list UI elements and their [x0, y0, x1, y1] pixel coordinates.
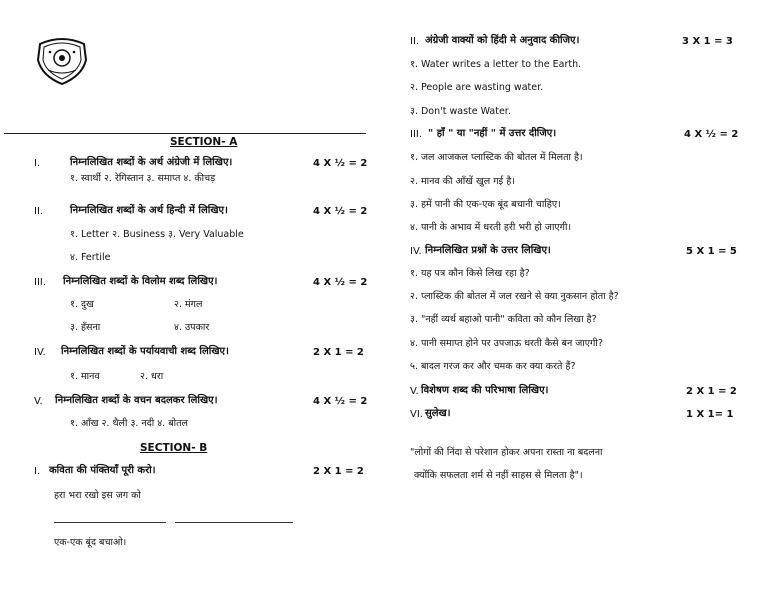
- question-number: V.: [34, 396, 43, 407]
- sentence: २. मानव की आँखें खुल गई है।: [410, 176, 515, 187]
- word-list: ४. Fertile: [70, 252, 111, 263]
- question-text: निम्नलिखित शब्दों के अर्थ हिन्दी में लिखिए।: [70, 205, 228, 216]
- answer-blank: [54, 522, 166, 523]
- question-text: " हाँ " या "नहीं " में उत्तर दीजिए।: [428, 128, 557, 139]
- section-b-title: SECTION- B: [140, 442, 208, 454]
- question-text: कविता की पंक्तियाँ पूरी करो।: [49, 465, 156, 476]
- question-text: निम्नलिखित शब्दों के पर्यायवाची शब्द लिखिए।: [61, 346, 229, 357]
- poem-line: एक-एक बूंद बचाओ।: [54, 537, 127, 548]
- sentence: ३. "नहीं व्यर्थ बहाओ पानी" कविता को कौन लिखा है?: [410, 314, 597, 325]
- question-text: सुलेख।: [425, 408, 451, 419]
- question-number: III.: [410, 129, 423, 140]
- question-marks: 5 X 1 = 5: [686, 246, 737, 257]
- question-number: III.: [34, 277, 47, 288]
- question-marks: 4 X ½ = 2: [313, 206, 368, 217]
- section-a-title: SECTION- A: [170, 136, 238, 148]
- school-emblem: [34, 34, 90, 86]
- question-marks: 2 X 1 = 2: [686, 386, 737, 397]
- question-text: निम्नलिखित प्रश्नों के उत्तर लिखिए।: [425, 245, 551, 256]
- question-number: II.: [34, 206, 44, 217]
- question-text: निम्नलिखित शब्दों के वचन बदलकर लिखिए।: [55, 395, 218, 406]
- sentence: १. Water writes a letter to the Earth.: [410, 59, 582, 70]
- word-list: १. Letter २. Business ३. Very Valuable: [70, 229, 244, 240]
- question-marks: 3 X 1 = 3: [682, 36, 733, 47]
- question-number: I.: [34, 466, 41, 477]
- word-item: २. धरा: [140, 371, 164, 382]
- question-number: V.: [410, 386, 419, 397]
- sentence: ५. बादल गरज कर और चमक कर क्या करते हैं?: [410, 361, 576, 372]
- word-item: ३. हँसना: [70, 322, 101, 333]
- question-marks: 4 X ½ = 2: [313, 277, 368, 288]
- question-number: I.: [34, 158, 41, 169]
- sentence: ३. हमें पानी की एक-एक बूंद बचानी चाहिए।: [410, 199, 561, 210]
- question-marks: 2 X 1 = 2: [313, 466, 364, 477]
- question-number: IV.: [34, 347, 46, 358]
- question-text: अंग्रेजी वाक्यों को हिंदी मे अनुवाद कीजिए।: [425, 35, 580, 46]
- word-item: ४. उपकार: [174, 322, 210, 333]
- calligraphy-quote: "लोगों की निंदा से परेशान होकर अपना रास्ता ना बदलना: [410, 447, 603, 458]
- word-list: १. आँख २. थैली ३. नदी ४. बोतल: [70, 418, 188, 429]
- question-text: निम्नलिखित शब्दों के विलोम शब्द लिखिए।: [63, 276, 218, 287]
- sentence: २. प्लास्टिक की बोतल में जल रखने से क्या नुकसान होता है?: [410, 291, 619, 302]
- word-item: १. दुख: [70, 299, 94, 310]
- question-number: VI.: [410, 409, 423, 420]
- sentence: ४. पानी समाप्त होने पर उपजाऊ धरती कैसे बन जाएगी?: [410, 338, 603, 349]
- question-text: निम्नलिखित शब्दों के अर्थ अंग्रेजी में लिखिए।: [70, 157, 233, 168]
- sentence: २. People are wasting water.: [410, 82, 544, 93]
- sentence: ४. पानी के अभाव में धरती हरी भरी हो जाएगी।: [410, 222, 572, 233]
- question-marks: 4 X ½ = 2: [313, 396, 368, 407]
- word-item: १. मानव: [70, 371, 100, 382]
- question-marks: 4 X ½ = 2: [313, 158, 368, 169]
- question-text: विशेषण शब्द की परिभाषा लिखिए।: [421, 385, 549, 396]
- word-list: १. स्वार्थी २. रेगिस्तान ३. समाप्त ४. कीचड़: [70, 173, 216, 184]
- poem-line: हरा भरा रखो इस जग को: [54, 490, 141, 501]
- sentence: १. जल आजकल प्लास्टिक की बोतल में मिलता है।: [410, 152, 583, 163]
- question-marks: 4 X ½ = 2: [684, 129, 739, 140]
- word-item: २. मंगल: [174, 299, 203, 310]
- question-marks: 2 X 1 = 2: [313, 347, 364, 358]
- question-number: IV.: [410, 246, 422, 257]
- question-number: II.: [410, 36, 420, 47]
- calligraphy-quote: क्योंकि सफलता शर्म से नहीं साहस से मिलता है"।: [414, 470, 583, 481]
- question-marks: 1 X 1= 1: [686, 409, 734, 420]
- sentence: ३. Don't waste Water.: [410, 106, 511, 117]
- section-a-rule: [4, 133, 366, 134]
- sentence: १. यह पत्र कौन किसे लिख रहा है?: [410, 268, 530, 279]
- answer-blank: [175, 522, 293, 523]
